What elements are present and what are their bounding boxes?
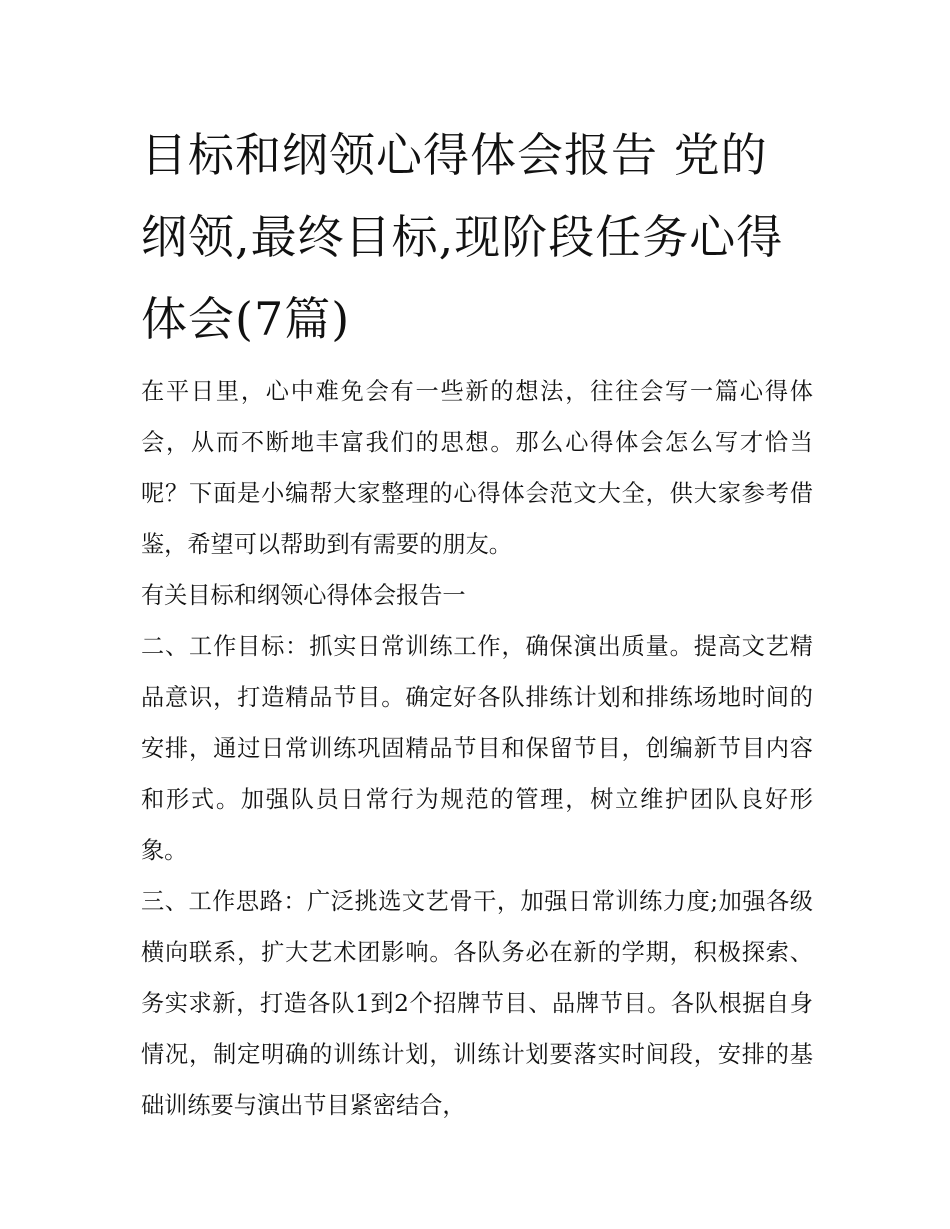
document-title: 目标和纲领心得体会报告 党的纲领,最终目标,现阶段任务心得体会(7篇) <box>141 128 784 346</box>
document-page <box>141 114 813 1131</box>
work-goals-paragraph: 二、工作目标：抓实日常训练工作，确保演出质量。提高文艺精品意识，打造精品节目。确定好各队排练计划和排练场地时间的安排，通过日常训练巩固精品节目和保留节目，创编新节目内容和形式。加强队员日常行为规范的管理，树立维护团队良好形象。 <box>141 633 813 864</box>
intro-paragraph: 在平日里，心中难免会有一些新的想法，往往会写一篇心得体会，从而不断地丰富我们的思想。那么心得体会怎么写才恰当呢？下面是小编帮大家整理的心得体会范文大全，供大家参考借鉴，希望可以帮助到有需要的朋友。 <box>141 378 813 558</box>
section-heading: 有关目标和纲领心得体会报告一 <box>141 582 466 609</box>
work-ideas-paragraph: 三、工作思路：广泛挑选文艺骨干，加强日常训练力度;加强各级横向联系，扩大艺术团影响。各队务必在新的学期，积极探索、务实求新，打造各队1到2个招牌节目、品牌节目。各队根据自身情况，制定明确的训练计划，训练计划要落实时间段，安排的基础训练要与演出节目紧密结合， <box>141 888 813 1119</box>
